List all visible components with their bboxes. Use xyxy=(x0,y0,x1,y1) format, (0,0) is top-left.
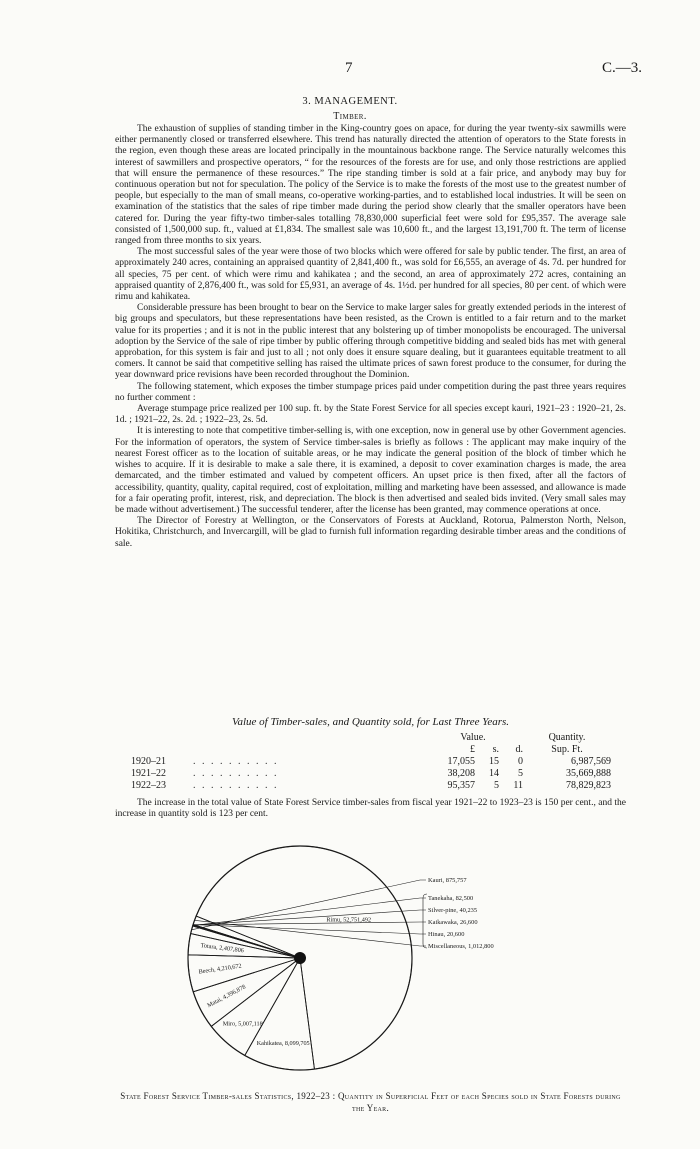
row-year: 1922–23 xyxy=(131,780,166,791)
row-pounds: 38,208 xyxy=(447,768,475,779)
row-pounds: 17,055 xyxy=(447,756,475,767)
paragraph: It is interesting to note that competitive timber-selling is, with one exception, now in general use by other Government agencies. For the information of operators, the system of Service timber-sales is briefly as follows : The applicant may make inquiry of the nearest Forest officer as to the location of suitable areas, or he may indicate the general position of the block of timber which he wishes to acquire. If it is desirable to make a sale there, it is examined, a deposit to cover examination charges is made, the area demarcated, and the timber estimated and valued by competent officers. An upset price is then fixed, after all the factors of accessibility, quantity, quality, capital required, cost of exploitation, milling and marketing have been assessed, and allowance is made for a fair operating profit, interest, risk, and depreciation. The block is then advertised and sealed bids invited. (Very small sales may be made without advertisement.) The successful tenderer, after the license has been granted, may commence operations at once. xyxy=(115,426,626,515)
leader-dots: . . . . . . . . . . xyxy=(193,768,279,779)
slice-label-kahikatea: Kahikatea, 8,099,705 xyxy=(256,1040,310,1048)
table-units-row xyxy=(131,744,611,756)
row-pence: 11 xyxy=(513,780,523,791)
value-header: Value. xyxy=(460,732,486,743)
slice-label-tanekaha: Tanekaha, 82,500 xyxy=(428,895,474,902)
quantity-header: Quantity. xyxy=(548,732,586,743)
leader-dots: . . . . . . . . . . xyxy=(193,780,279,791)
row-pounds: 95,357 xyxy=(447,780,475,791)
body-text xyxy=(115,124,626,550)
slice-label-silver-pine: Silver-pine, 40,235 xyxy=(428,907,478,914)
pie-slice-miscellaneous xyxy=(193,916,300,958)
slice-label-kaikawaka: Kaikawaka, 26,600 xyxy=(428,919,478,926)
row-quantity: 35,669,888 xyxy=(566,768,611,779)
timber-sales-table-block xyxy=(115,716,626,792)
row-year: 1921–22 xyxy=(131,768,166,779)
table-row xyxy=(131,768,611,780)
leader-line xyxy=(193,910,426,925)
unit-pounds: £ xyxy=(470,744,475,755)
leader-dots: . . . . . . . . . . xyxy=(193,756,279,767)
unit-quantity: Sup. Ft. xyxy=(551,744,583,755)
pie-centre xyxy=(294,952,306,964)
slice-label-totara: Totara, 2,407,806 xyxy=(200,942,245,955)
slice-label-miscellaneous: Miscellaneous, 1,012,800 xyxy=(428,943,494,950)
row-shillings: 15 xyxy=(489,756,499,767)
section-title: 3. MANAGEMENT. xyxy=(302,96,398,107)
paragraph: The most successful sales of the year were those of two blocks which were offered for sale by public tender. The first, an area of approximately 240 acres, containing an appraised quantity of 2,841,400 ft., was sold for £6,555, an average of 4s. 7d. per hundred for all species, 75 per cent. of which were rimu and kahikatea ; and the second, an area of approximately 272 acres, containing an appraised quantity of 2,876,400 ft., was sold for £5,931, an average of 4s. 1½d. per hundred for all species, 80 per cent. of which were rimu and kahikatea. xyxy=(115,247,626,303)
species-pie-chart xyxy=(180,836,520,1076)
slice-label-kauri: Kauri, 875,757 xyxy=(428,877,467,884)
paragraph: Considerable pressure has been brought to bear on the Service to make larger sales for greatly extended periods in the interest of big groups and speculators, but these representations have been resisted, as the Crown is entitled to a fair return and to the market value for its properties ; and it is not in the public interest that any bolstering up of timber monopolists be encouraged. The universal adoption by the Service of the sale of ripe timber by public offering through competitive bidding and sealed bids has met with general approbation, for this system is fair and just to all ; not only does it ensure square dealing, but it guarantees equitable treatment to all comers. It cannot be said that competitive selling has raised the ultimate prices of sawn forest produce to the consumer, for during the year downward price revisions have been recorded throughout the Dominion. xyxy=(115,303,626,381)
row-quantity: 6,987,569 xyxy=(571,756,611,767)
document-code: C.—3. xyxy=(601,60,642,76)
row-shillings: 5 xyxy=(494,780,499,791)
slice-label-miro: Miro, 5,007,118 xyxy=(222,1020,263,1028)
increase-statement xyxy=(115,798,626,820)
paragraph: The exhaustion of supplies of standing timber in the King-country goes on apace, for during the year twenty-six sawmills were either permanently closed or transferred elsewhere. This trend has naturally directed the attention of operators to the State forests in the region, even though these areas are located principally in the mountainous backbone range. The Service naturally welcomes this interest of sawmillers and prospective operators, “ for the resources of the forests are for use, and only those restrictions are applied that will ensure the permanence of these resources.” The ripe standing timber is sold at a fair price, and anybody may buy for continuous operation but not for speculation. The policy of the Service is to make the forests of the most use to the greatest number of people, but especially to the man of small means, co-operative working-parties, and to established local industries. It will be seen on examination of the statistics that the sales of ripe timber made during the period show clearly that the smaller operators have been catered for. During the year fifty-two timber-sales totalling 78,830,000 superficial feet were sold for £95,357. The average sale consisted of 1,500,000 sup. ft., valued at £1,834. The smallest sale was 10,600 ft., and the largest 13,191,700 ft. The term of license ranged from three months to six years. xyxy=(115,124,626,247)
paragraph: The increase in the total value of State Forest Service timber-sales from fiscal year 1921–22 to 1923–23 is 150 per cent., and the increase in quantity sold is 123 per cent. xyxy=(115,798,626,820)
table-row xyxy=(131,756,611,768)
label-bracket xyxy=(423,894,427,948)
paragraph: Average stumpage price realized per 100 sup. ft. by the State Forest Service for all species except kauri, 1921–23 : 1920–21, 2s. 1d. ; 1921–22, 2s. 2d. ; 1922–23, 2s. 5d. xyxy=(115,404,626,426)
row-year: 1920–21 xyxy=(131,756,166,767)
paragraph: The following statement, which exposes the timber stumpage prices paid under competition during the past three years requires no further comment : xyxy=(115,381,626,403)
slice-label-matai: Matai, 4,396,878 xyxy=(206,983,247,1010)
unit-pence: d. xyxy=(515,744,523,755)
table-header-row xyxy=(131,732,611,744)
page-number: 7 xyxy=(345,60,353,76)
figure-caption: State Forest Service Timber-sales Statistics, 1922–23 : Quantity in Superficial Feet of each Species sold in State Forests during the Year. xyxy=(120,1091,621,1113)
timber-sales-table xyxy=(131,732,611,792)
subsection-title: Timber. xyxy=(333,111,367,122)
slice-label-beech: Beech, 4,210,672 xyxy=(198,962,243,976)
table-caption: Value of Timber-sales, and Quantity sold, for Last Three Years. xyxy=(231,716,510,728)
paragraph: The Director of Forestry at Wellington, or the Conservators of Forests at Auckland, Rotorua, Palmerston North, Nelson, Hokitika, Christchurch, and Invercargill, will be glad to furnish full information regarding desirable timber areas and the conditions of sale. xyxy=(115,516,626,549)
row-pence: 5 xyxy=(518,768,523,779)
row-shillings: 14 xyxy=(489,768,499,779)
row-quantity: 78,829,823 xyxy=(566,780,611,791)
pie-slice-kahikatea xyxy=(245,958,315,1070)
unit-shillings: s. xyxy=(492,744,499,755)
slice-label-hinau: Hinau, 20,600 xyxy=(428,931,465,938)
row-pence: 0 xyxy=(518,756,523,767)
pie-chart-svg xyxy=(180,836,520,1076)
page-header xyxy=(0,60,700,80)
slice-label-rimu: Rimu, 52,751,492 xyxy=(326,916,372,924)
table-row xyxy=(131,780,611,792)
